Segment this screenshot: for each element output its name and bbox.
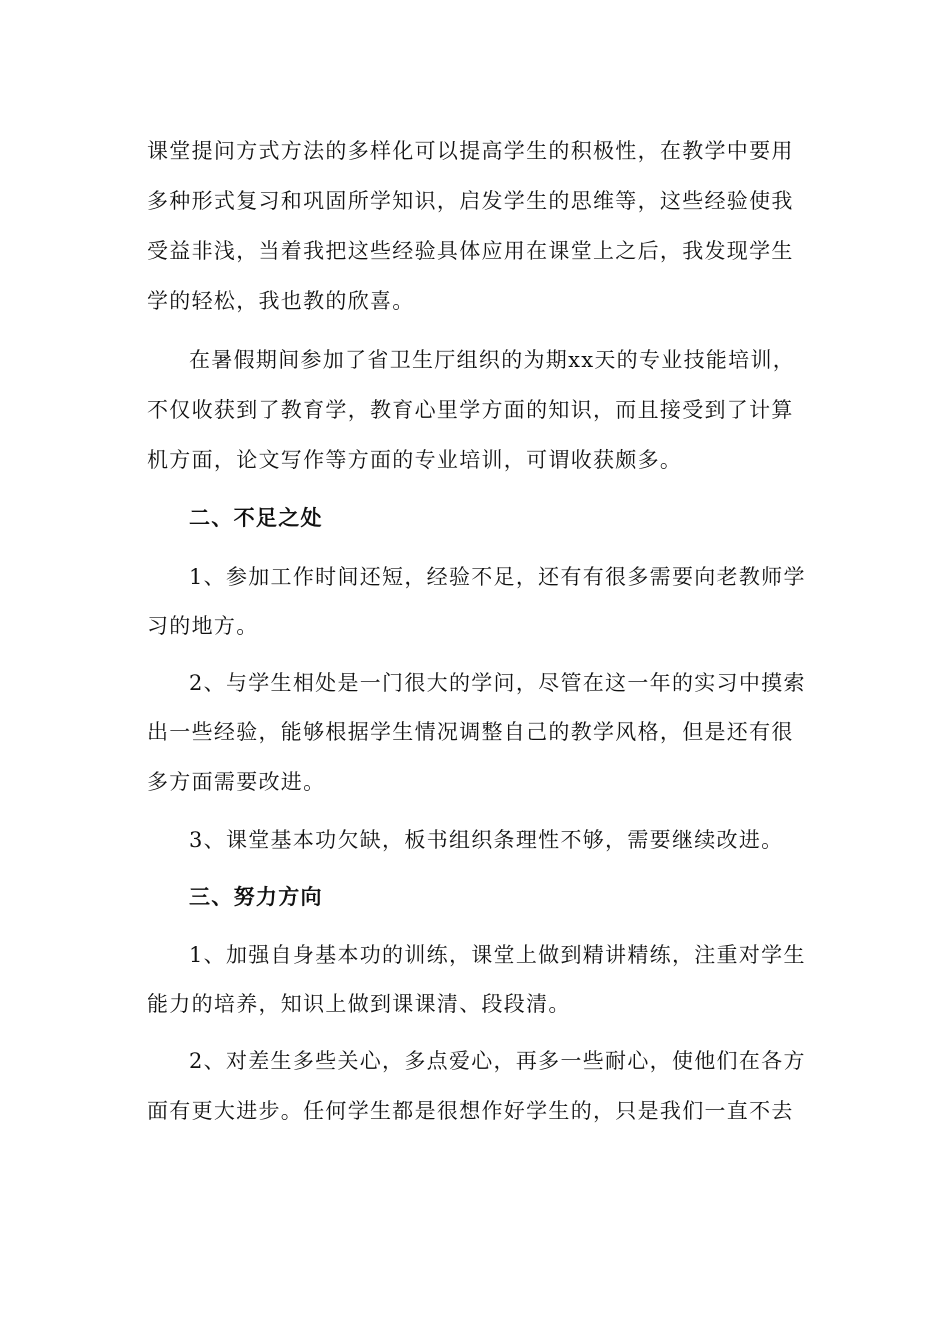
paragraph-5-line-1: 3、课堂基本功欠缺，板书组织条理性不够，需要继续改进。 xyxy=(189,828,784,852)
paragraph-3-line-2: 习的地方。 xyxy=(147,614,259,638)
paragraph-2-line-3: 机方面，论文写作等方面的专业培训，可谓收获颇多。 xyxy=(147,448,683,472)
paragraph-2-line-2: 不仅收获到了教育学，教育心里学方面的知识，而且接受到了计算 xyxy=(147,398,794,422)
paragraph-4-line-3: 多方面需要改进。 xyxy=(147,770,326,794)
paragraph-7-line-1: 2、对差生多些关心，多点爱心，再多一些耐心，使他们在各方 xyxy=(189,1049,806,1073)
paragraph-1-line-3: 受益非浅，当着我把这些经验具体应用在课堂上之后，我发现学生 xyxy=(147,239,794,263)
section-heading-direction: 三、努力方向 xyxy=(189,884,323,909)
paragraph-4-line-2: 出一些经验，能够根据学生情况调整自己的教学风格，但是还有很 xyxy=(147,720,794,744)
section-heading-deficiencies: 二、不足之处 xyxy=(189,505,323,530)
paragraph-1-line-4: 学的轻松，我也教的欣喜。 xyxy=(147,289,415,313)
paragraph-6-line-1: 1、加强自身基本功的训练，课堂上做到精讲精练，注重对学生 xyxy=(189,943,806,967)
paragraph-6-line-2: 能力的培养，知识上做到课课清、段段清。 xyxy=(147,992,571,1016)
paragraph-1-line-1: 课堂提问方式方法的多样化可以提高学生的积极性，在教学中要用 xyxy=(147,139,794,163)
paragraph-2-line-1: 在暑假期间参加了省卫生厅组织的为期xx天的专业技能培训， xyxy=(189,348,796,372)
paragraph-3-line-1: 1、参加工作时间还短，经验不足，还有有很多需要向老教师学 xyxy=(189,565,806,589)
paragraph-7-line-2: 面有更大进步。任何学生都是很想作好学生的，只是我们一直不去 xyxy=(147,1099,794,1123)
paragraph-4-line-1: 2、与学生相处是一门很大的学问，尽管在这一年的实习中摸索 xyxy=(189,671,806,695)
paragraph-1-line-2: 多种形式复习和巩固所学知识，启发学生的思维等，这些经验使我 xyxy=(147,189,794,213)
